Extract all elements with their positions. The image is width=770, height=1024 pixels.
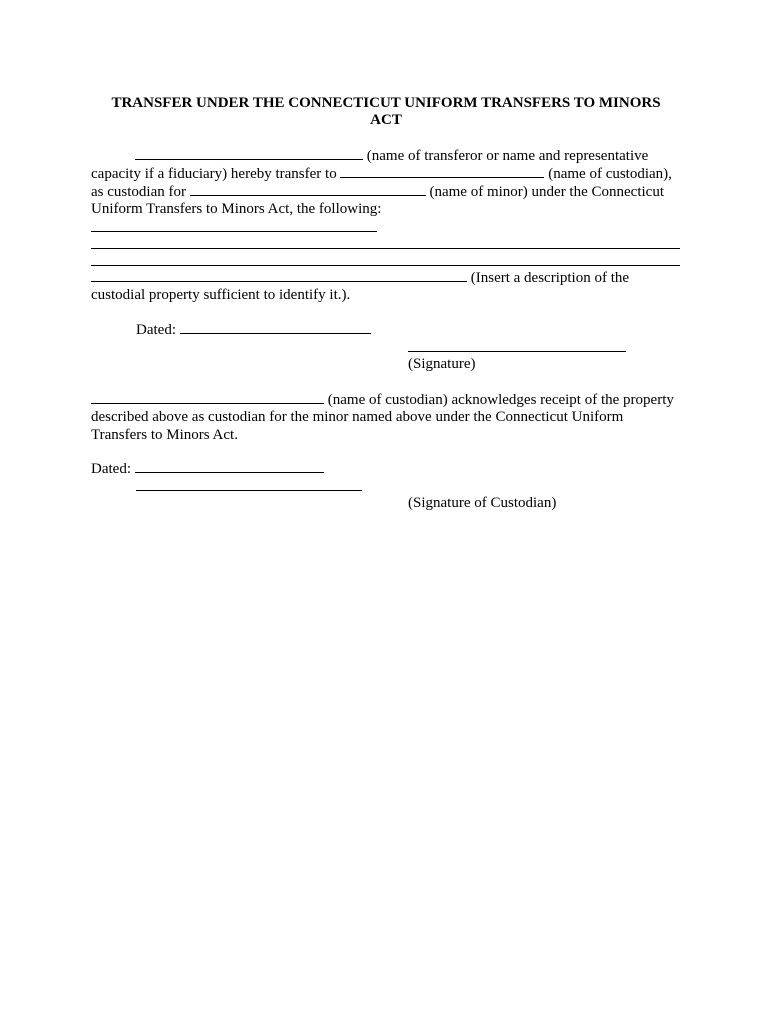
- acknowledgment-line-2: described above as custodian for the minor named above under the Connecticut Uniform: [91, 409, 624, 425]
- transferor-name-blank[interactable]: [135, 146, 363, 160]
- signature-label: (Signature): [408, 356, 476, 372]
- acknowledgment-line-3: Transfers to Minors Act.: [91, 427, 238, 443]
- custodian-name-blank[interactable]: [340, 164, 544, 178]
- property-description-blank-1[interactable]: [91, 231, 377, 232]
- document-title-line-1: TRANSFER UNDER THE CONNECTICUT UNIFORM TRANSFERS TO MINORS: [111, 95, 661, 111]
- custodian-line: [91, 164, 672, 182]
- act-reference-line: Uniform Transfers to Minors Act, the following:: [91, 201, 382, 217]
- transferor-signature-blank[interactable]: [408, 351, 626, 352]
- transferor-line: [91, 146, 648, 164]
- property-description-line: [91, 268, 629, 286]
- custodian-acknowledgment-blank[interactable]: [91, 390, 324, 404]
- transferor-dated-line: [136, 320, 371, 338]
- custodian-date-blank[interactable]: [135, 459, 324, 473]
- property-description-note: custodial property sufficient to identify it.).: [91, 287, 351, 303]
- custodian-dated-line: [91, 459, 324, 477]
- custodian-label: (name of custodian),: [544, 166, 672, 182]
- transfer-clause-text: capacity if a fiduciary) hereby transfer to: [91, 166, 341, 182]
- minor-line: [91, 182, 664, 200]
- minor-label: (name of minor) under the Connecticut: [425, 184, 664, 200]
- as-custodian-text: as custodian for: [91, 184, 190, 200]
- property-description-blank-3[interactable]: [91, 265, 680, 266]
- transferor-label: (name of transferor or name and representative: [363, 148, 649, 164]
- property-description-label: (Insert a description of the: [467, 270, 630, 286]
- dated-label: Dated:: [136, 322, 180, 338]
- custodian-acknowledgment-text: (name of custodian) acknowledges receipt of the property: [324, 392, 674, 408]
- custodian-acknowledgment-line: [91, 390, 674, 408]
- document-title-line-2: ACT: [370, 112, 402, 128]
- custodian-signature-blank[interactable]: [136, 490, 362, 491]
- property-description-blank-4[interactable]: [91, 268, 467, 282]
- property-description-blank-2[interactable]: [91, 248, 680, 249]
- minor-name-blank[interactable]: [190, 182, 426, 196]
- transferor-date-blank[interactable]: [180, 320, 371, 334]
- custodian-dated-label: Dated:: [91, 461, 135, 477]
- custodian-signature-label: (Signature of Custodian): [408, 495, 557, 511]
